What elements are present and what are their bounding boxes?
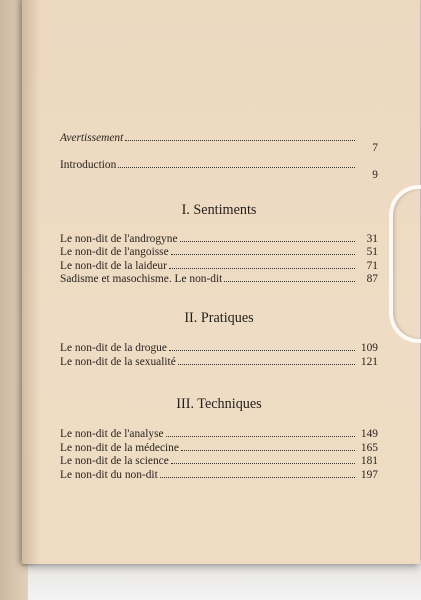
toc-entry-page: 7 xyxy=(372,142,378,154)
toc-entry-page: 109 xyxy=(360,342,378,354)
toc-entry-page: 31 xyxy=(366,233,378,245)
toc-entry[interactable] xyxy=(60,440,378,454)
section-title-sentiments: I. Sentiments xyxy=(181,202,257,218)
toc-entry[interactable] xyxy=(60,340,378,354)
toc-entry-label: Le non-dit de la médecine xyxy=(60,442,179,454)
dot-leader xyxy=(224,280,355,282)
toc-entry-label: Sadisme et masochisme. Le non-dit xyxy=(60,273,223,285)
dot-leader xyxy=(180,240,355,242)
toc-entry-page: 87 xyxy=(366,273,378,285)
toc-entry-page: 9 xyxy=(372,169,378,181)
toc-entry[interactable] xyxy=(60,354,378,368)
dot-leader xyxy=(181,449,355,451)
toc-entry-label: Le non-dit de la sexualité xyxy=(60,356,176,368)
toc-entry-label: Le non-dit de l'androgyne xyxy=(60,233,178,245)
toc-entry[interactable] xyxy=(60,426,378,440)
page-gutter-shadow xyxy=(22,0,40,566)
dot-leader xyxy=(169,349,355,351)
dot-leader xyxy=(160,476,355,478)
dot-leader xyxy=(125,139,355,141)
table-surface xyxy=(0,560,421,600)
section-title-techniques: III. Techniques xyxy=(176,396,262,412)
toc-entry[interactable] xyxy=(60,467,378,481)
toc-entry[interactable] xyxy=(60,453,378,467)
toc-entry-page: 71 xyxy=(366,260,378,272)
dot-leader xyxy=(178,363,355,365)
toc-entry-page: 149 xyxy=(360,428,378,440)
toc-entry-label: Avertissement xyxy=(60,132,124,144)
dot-leader xyxy=(171,253,355,255)
toc-entry-label: Le non-dit de l'analyse xyxy=(60,428,164,440)
dot-leader xyxy=(166,435,355,437)
plastic-clip xyxy=(389,185,421,343)
toc-entry-label: Introduction xyxy=(60,159,117,171)
toc-entry-page: 121 xyxy=(360,356,378,368)
toc-entry-label: Le non-dit de la laideur xyxy=(60,260,167,272)
toc-entry-label: Le non-dit de la drogue xyxy=(60,342,167,354)
toc-entry[interactable] xyxy=(60,231,378,245)
toc-entry-label: Le non-dit du non-dit xyxy=(60,469,158,481)
toc-entry-avertissement[interactable] xyxy=(60,130,378,154)
toc-entry-label: Le non-dit de l'angoisse xyxy=(60,246,169,258)
toc-entry-introduction[interactable] xyxy=(60,157,378,181)
dot-leader xyxy=(171,462,355,464)
toc-entry[interactable] xyxy=(60,244,378,258)
dot-leader xyxy=(169,267,355,269)
toc-entry-page: 165 xyxy=(360,442,378,454)
toc-entry-page: 181 xyxy=(360,455,378,467)
dot-leader xyxy=(118,166,355,168)
section-title-pratiques: II. Pratiques xyxy=(184,310,254,326)
toc-entry[interactable] xyxy=(60,258,378,272)
toc-entry-page: 51 xyxy=(366,246,378,258)
toc-entry[interactable] xyxy=(60,271,378,285)
toc-entry-page: 197 xyxy=(360,469,378,481)
toc-entry-label: Le non-dit de la science xyxy=(60,455,169,467)
